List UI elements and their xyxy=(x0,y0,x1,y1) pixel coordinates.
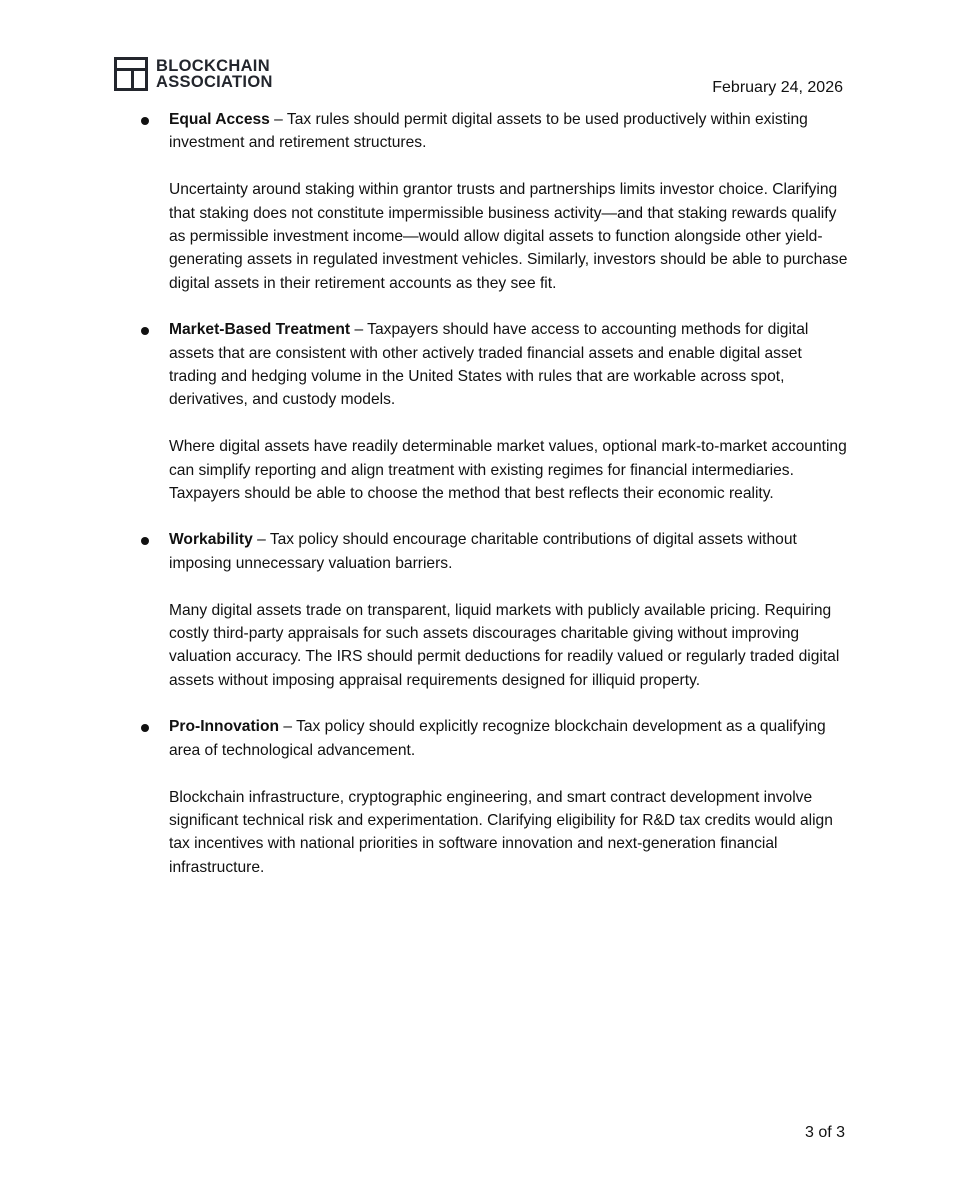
item-body-paragraph: Where digital assets have readily determinable market values, optional mark-to-market accounting can simplify reporting and align treatment with existing regimes for financial intermediaries. Taxpayers should be able to choose the method that best reflects their economic reality. xyxy=(169,438,847,503)
logo-line-2: ASSOCIATION xyxy=(156,73,273,91)
item-lead-paragraph xyxy=(169,715,849,762)
bullet-icon xyxy=(141,537,149,545)
document-date: February 24, 2026 xyxy=(712,79,843,96)
item-term: Market-Based Treatment xyxy=(169,321,351,339)
page-number: 3 of 3 xyxy=(804,1124,845,1141)
bullet-icon xyxy=(141,327,149,335)
item-lead-paragraph xyxy=(169,528,849,575)
list-item-workability xyxy=(169,528,849,692)
logo-wordmark xyxy=(156,58,273,90)
item-lead-paragraph xyxy=(169,318,849,412)
logo-line-1: BLOCKCHAIN xyxy=(156,57,270,75)
list-item-pro-innovation xyxy=(169,715,849,879)
item-term: Workability xyxy=(169,531,253,549)
list-item-market-based-treatment xyxy=(169,318,849,505)
bullet-icon xyxy=(141,117,149,125)
item-lead-text: – Taxpayers should have access to accounting methods for digital assets that are consistent with other actively traded financial assets and enable digital asset trading and hedging volume in the United States with rules that are workable across spot, derivatives, and custody models. xyxy=(169,321,809,409)
list-item-equal-access xyxy=(169,108,849,295)
policy-list xyxy=(169,108,849,902)
bullet-icon xyxy=(141,724,149,732)
blockchain-association-logo xyxy=(114,57,273,91)
item-lead-text: – Tax policy should explicitly recognize blockchain development as a qualifying area of technological advancement. xyxy=(169,718,826,759)
item-lead-paragraph xyxy=(169,108,849,155)
item-term: Equal Access xyxy=(169,111,270,128)
logo-mark-icon xyxy=(114,57,148,91)
item-lead-text: – Tax policy should encourage charitable contributions of digital assets without imposing unnecessary valuation barriers. xyxy=(169,531,797,572)
item-body-paragraph: Uncertainty around staking within grantor trusts and partnerships limits investor choice. Clarifying that staking does not constitute impermissible business activity—and that staking rewards qualify as permissible investment income—would allow digital assets to function alongside other yield-generating assets in regulated investment vehicles. Similarly, investors should be able to purchase digital assets in their retirement accounts as they see fit. xyxy=(169,181,848,292)
item-body-paragraph: Many digital assets trade on transparent, liquid markets with publicly available pricing. Requiring costly third-party appraisals for such assets discourages charitable giving without improving valuation accuracy. The IRS should permit deductions for readily valued or regularly traded digital assets without imposing appraisal requirements designed for illiquid property. xyxy=(169,601,840,689)
item-body-paragraph: Blockchain infrastructure, cryptographic engineering, and smart contract development involve significant technical risk and experimentation. Clarifying eligibility for R&D tax credits would align tax incentives with national priorities in software innovation and next-generation financial infrastructure. xyxy=(169,788,833,876)
item-term: Pro-Innovation xyxy=(169,718,280,736)
item-lead-text: – Tax rules should permit digital assets to be used productively within existing investment and retirement structures. xyxy=(169,111,808,152)
